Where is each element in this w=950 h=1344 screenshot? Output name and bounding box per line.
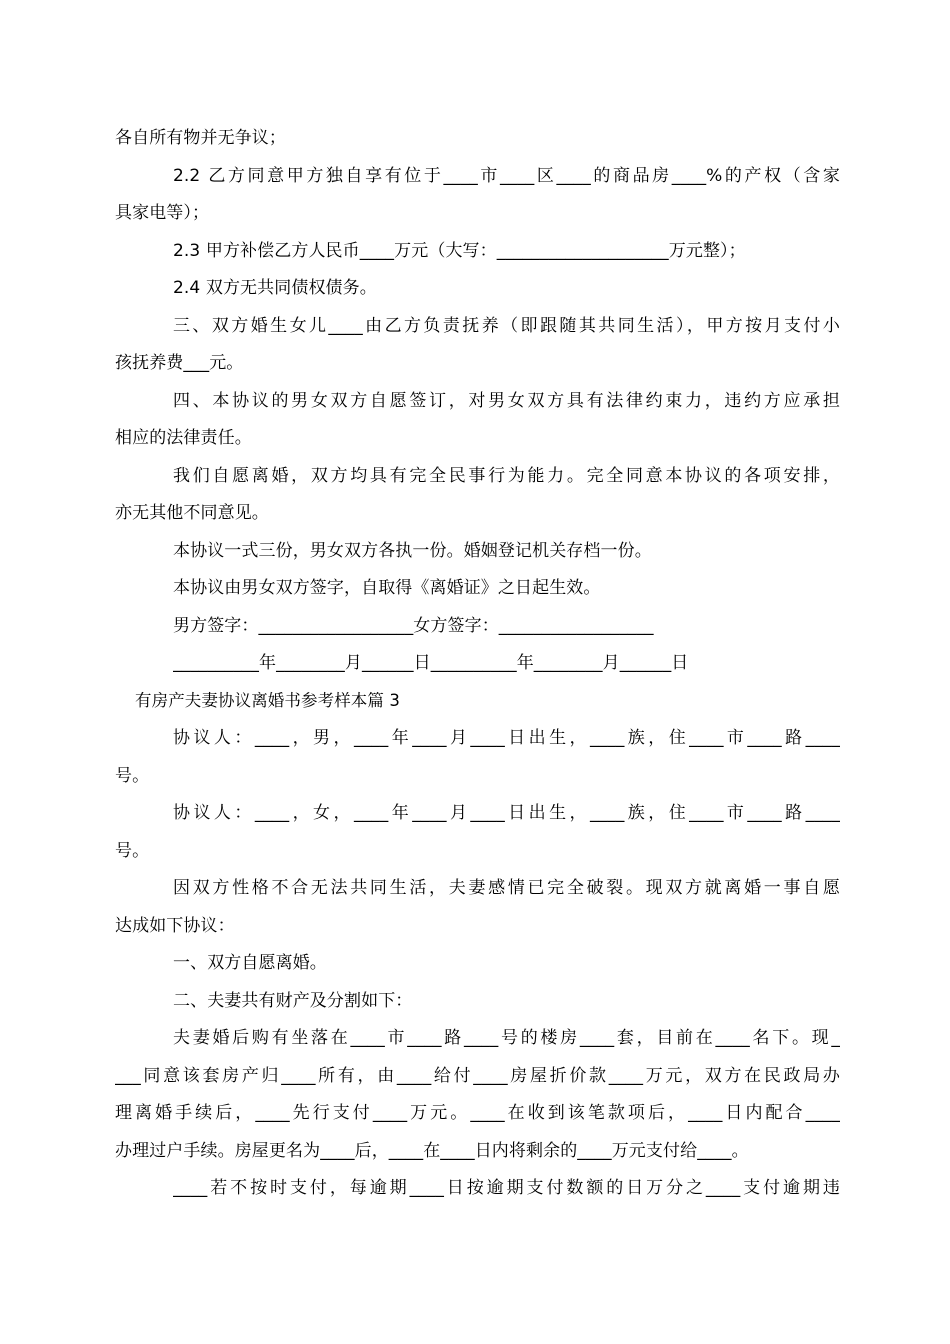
paragraph-line: 夫妻婚后购有坐落在____市____路____号的楼房____套，目前在____名下。现_: [173, 1028, 840, 1048]
signature-line: 男方签字：__________________女方签字：__________________: [173, 616, 654, 636]
paragraph-line: 协议人：____，男，____年____月____日出生，____族，住____市____路____: [173, 728, 840, 748]
paragraph-line: 理离婚手续后，____先行支付____万元。____在收到该笔款项后，____日内配合____: [115, 1103, 840, 1123]
paragraph-line: 达成如下协议：: [115, 916, 235, 936]
paragraph-line: 本协议一式三份，男女双方各执一份。婚姻登记机关存档一份。: [173, 541, 652, 561]
paragraph-line: 三、双方婚生女儿____由乙方负责抚养（即跟随其共同生活），甲方按月支付小: [173, 316, 840, 336]
paragraph-line: 本协议由男女双方签字，自取得《离婚证》之日起生效。: [173, 578, 601, 598]
paragraph-line: 办理过户手续。房屋更名为____后，____在____日内将剩余的____万元支付给____。: [115, 1141, 749, 1161]
paragraph-line: 四、本协议的男女双方自愿签订，对男女双方具有法律约束力，违约方应承担: [173, 391, 840, 411]
paragraph-line: 相应的法律责任。: [115, 428, 252, 448]
paragraph-line: 号。: [115, 766, 150, 786]
paragraph-line: ____若不按时支付，每逾期____日按逾期支付数额的日万分之____支付逾期违: [173, 1178, 840, 1198]
paragraph-line: 2.3 甲方补偿乙方人民币____万元（大写：____________________万元整）；: [173, 241, 746, 261]
paragraph-line: 号。: [115, 841, 150, 861]
paragraph-line: 协议人：____，女，____年____月____日出生，____族，住____市____路____: [173, 803, 840, 823]
paragraph-line: ___同意该套房产归____所有，由____给付____房屋折价款____万元，双方在民政局办: [115, 1066, 840, 1086]
paragraph-line: 一、双方自愿离婚。: [173, 953, 327, 973]
paragraph-line: 2.2 乙方同意甲方独自享有位于____市____区____的商品房____%的产权（含家: [173, 166, 840, 186]
paragraph-line: 我们自愿离婚，双方均具有完全民事行为能力。完全同意本协议的各项安排，: [173, 466, 840, 486]
paragraph-line: 具家电等）；: [115, 203, 210, 223]
paragraph-line: 孩抚养费___元。: [115, 353, 244, 373]
paragraph-line: 亦无其他不同意见。: [115, 503, 269, 523]
paragraph-line: 各自所有物并无争议；: [115, 128, 286, 148]
paragraph-line: 二、夫妻共有财产及分割如下：: [173, 991, 413, 1011]
date-line: __________年________月______日__________年________月______日: [173, 653, 689, 673]
paragraph-line: 因双方性格不合无法共同生活，夫妻感情已完全破裂。现双方就离婚一事自愿: [173, 878, 840, 898]
paragraph-line: 2.4 双方无共同债权债务。: [173, 278, 377, 298]
section-heading: 有房产夫妻协议离婚书参考样本篇 3: [135, 691, 400, 710]
